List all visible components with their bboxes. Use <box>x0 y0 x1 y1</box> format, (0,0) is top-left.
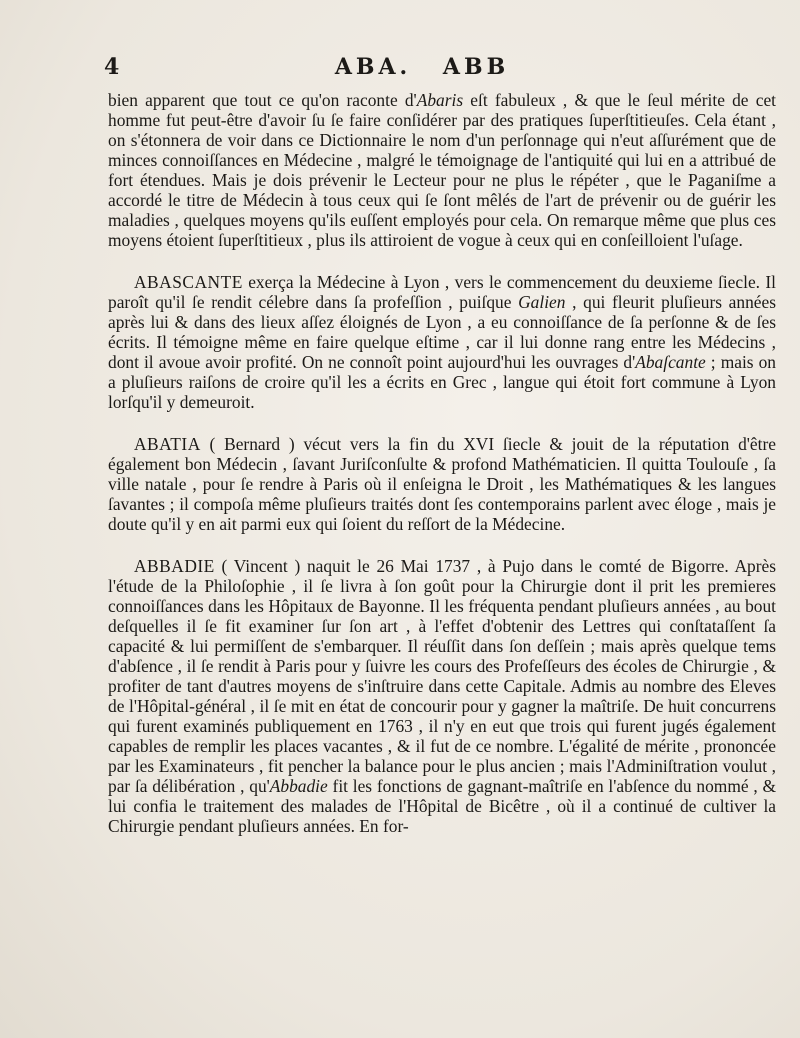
entry-headword: ABBADIE <box>134 556 215 576</box>
italic-name: Abaris <box>416 90 464 110</box>
entry-text: ( Bernard ) vécut vers la fin du XVI ſiecle & jouit de la réputation d'être également bon Médecin , ſavant Juriſconſulte & profond Mathématicien. Il quitta Toulouſe , ſa ville natale , pour ſe rendre à Paris où il enſeigna le Droit , les Mathématiques & les langues ſavantes ; il compoſa même pluſieurs traités dont ſes contemporains parlent avec éloge , mais je doute qu'il y en ait parmi eux qui ſoient du reſſort de la Médecine. <box>108 434 776 534</box>
page-number: 4 <box>104 54 120 80</box>
dictionary-entry <box>108 272 776 412</box>
entry-headword: ABATIA <box>134 434 201 454</box>
continued-paragraph <box>108 90 776 250</box>
running-head <box>104 54 740 80</box>
italic-name: Abaſcante <box>635 352 706 372</box>
entry-text: fit les fonctions de gagnant-maîtriſe en l'abſence du nommé , & lui confia le traitement des malades de l'Hôpital de Bicêtre , où il a continué de cultiver la Chirurgie pendant pluſieurs années. En for- <box>108 776 776 836</box>
entry-text: eſt fabuleux , & que le ſeul mérite de cet homme fut peut-être d'avoir ſu ſe faire conſidérer par des pratiques ſuperſtitieuſes. Cela étant , on s'étonnera de voir dans ce Dictionnaire le nom d'un perſonnage qui n'eut aſſurément que de minces connoiſſances en Médecine , malgré le témoignage de l'antiquité qui lui en a attribué de fort étendues. Mais je dois prévenir le Lecteur pour ne plus le répéter , que le Paganiſme a accordé le titre de Médecin à tous ceux qui ſe ſont mêlés de l'art de prévenir ou de guérir les maladies , quelques moyens qu'ils euſſent employés pour cela. On remarque même que plus ces moyens étoient ſuperſtitieux , plus ils attiroient de vogue à ceux qui en conſeilloient l'uſage. <box>108 90 776 250</box>
italic-name: Galien <box>518 292 566 312</box>
running-head-right: ABB <box>442 54 510 80</box>
entry-text: exerça la Médecine à Lyon , vers le commencement du deuxieme ſiecle. Il paroît qu'il ſe rendit célebre dans ſa profeſſion , puiſque <box>108 272 776 312</box>
entry-text: bien apparent que tout ce qu'on raconte d' <box>108 90 417 110</box>
running-head-left: ABA. <box>334 54 412 80</box>
dictionary-entry <box>108 434 776 534</box>
entry-text: , qui fleurit pluſieurs années après lui & dans des lieux aſſez éloignés de Lyon , a eu connoiſſance de ſa perſonne & de ſes écrits. Il témoigne même en faire quelque eſtime , car il lui donne rang entre les Médecins , dont il avoue avoir profité. On ne connoît point aujourd'hui les ouvrages d' <box>108 292 776 372</box>
entry-text: ; mais on a pluſieurs raiſons de croire qu'il les a écrits en Grec , langue qui étoit fort commune à Lyon lorſqu'il y demeuroit. <box>108 352 776 412</box>
entry-headword: ABASCANTE <box>134 272 243 292</box>
dictionary-entry <box>108 556 776 836</box>
page-header <box>104 54 740 84</box>
dictionary-text <box>108 90 776 858</box>
entry-text: ( Vincent ) naquit le 26 Mai 1737 , à Pujo dans le comté de Bigorre. Après l'étude de la Philoſophie , il ſe livra à ſon goût pour la Chirurgie dont il prit les premieres connoiſſances dans les Hôpitaux de Bayonne. Il les fréquenta pendant pluſieurs années , au bout deſquelles il ſe fit examiner ſur ſon art , à l'effet d'obtenir des Lettres qui conſtataſſent ſa capacité & lui permiſſent de s'embarquer. Il réuſſit dans ſon deſſein ; mais après quelque tems d'abſence , il ſe rendit à Paris pour y ſuivre les cours des Profeſſeurs des écoles de Chirurgie , & profiter de tant d'autres moyens de s'inſtruire dans cette Capitale. Admis au nombre des Eleves de l'Hôpital-général , il ſe mit en état de concourir pour y gagner la maîtriſe. De huit concurrens qui furent examinés publiquement en 1763 , il n'y en eut que trois qui furent jugés également capables de remplir les places vacantes , & il fut de ce nombre. L'égalité de mérite , prononcée par les Examinateurs , fit pencher la balance pour le plus ancien ; mais l'Adminiſtration voulut , par ſa délibération , qu' <box>108 556 776 796</box>
italic-name: Abbadie <box>269 776 328 796</box>
